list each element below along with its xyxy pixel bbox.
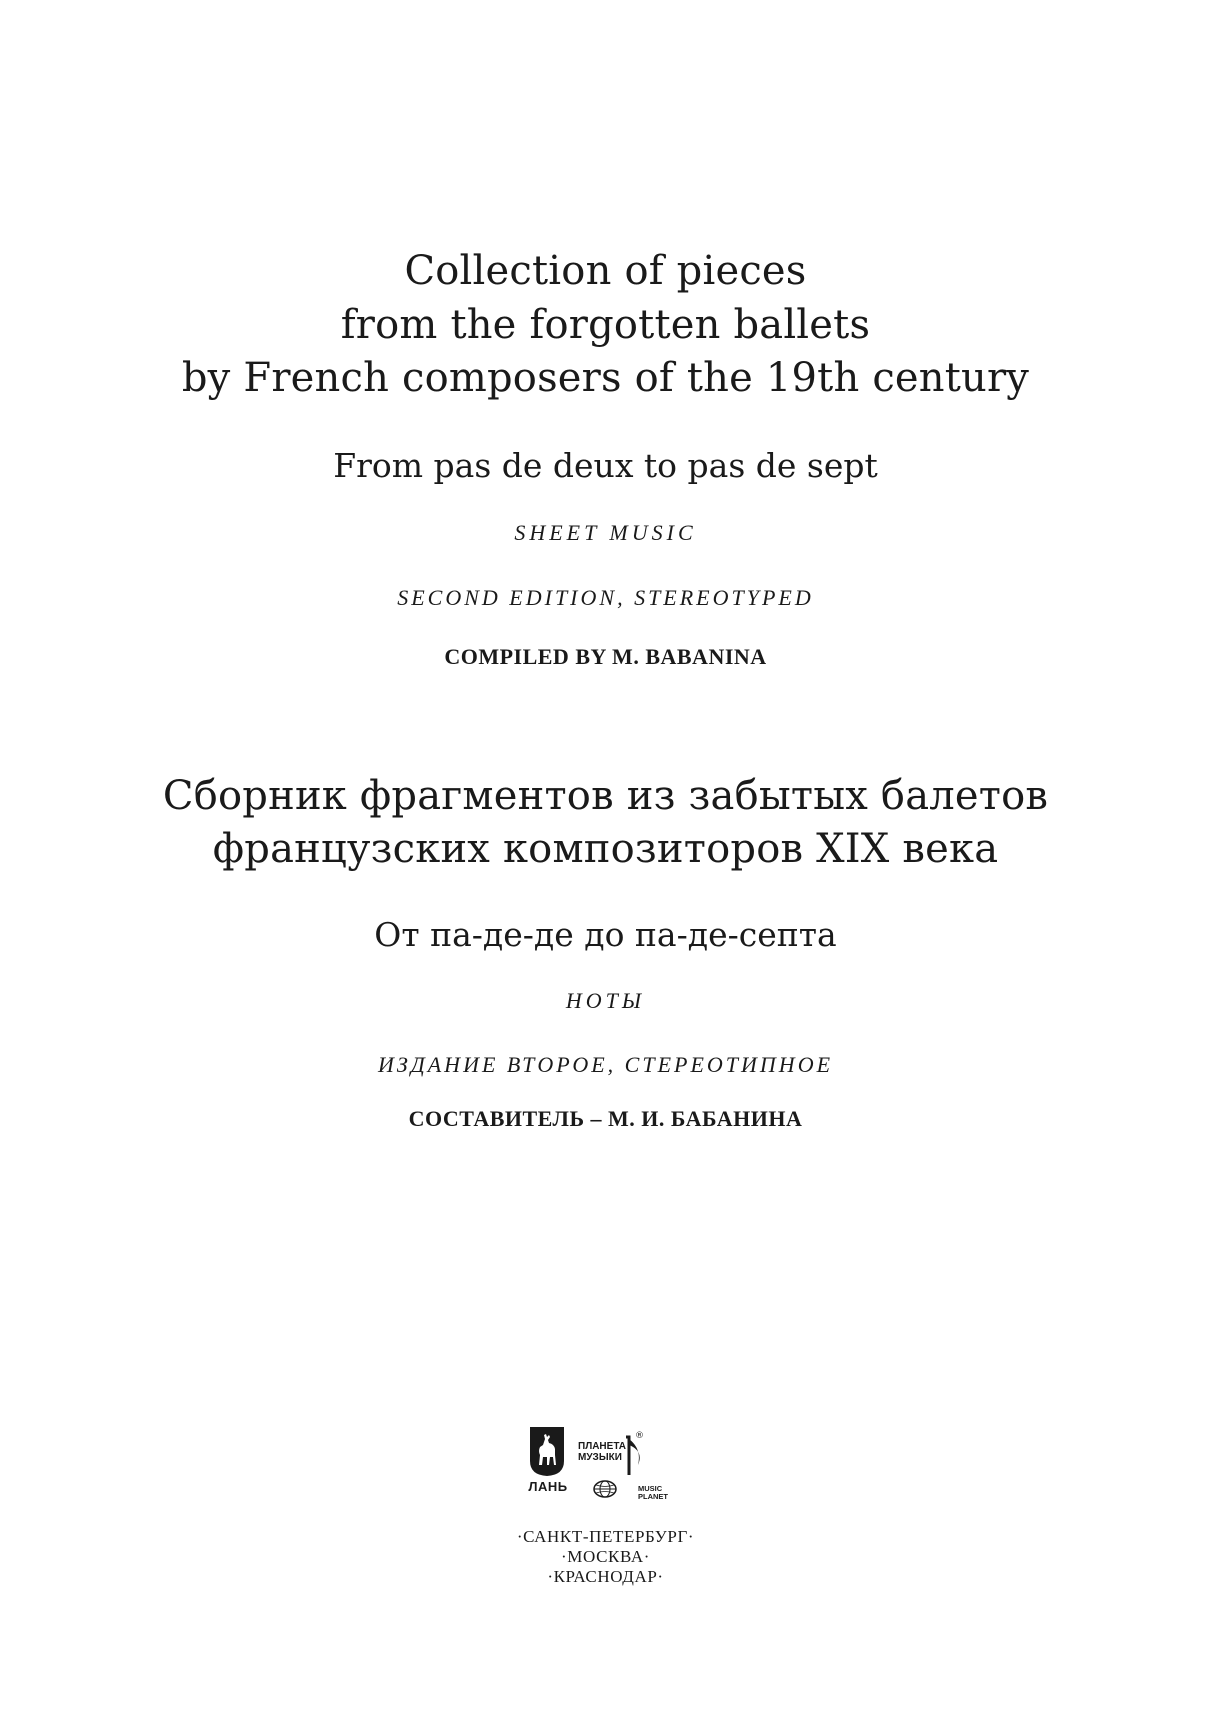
russian-genre: НОТЫ [565, 988, 646, 1013]
city-saint-petersburg: ·САНКТ-ПЕТЕРБУРГ· [516, 1527, 695, 1546]
russian-compiler: СОСТАВИТЕЛЬ – М. И. БАБАНИНА [408, 1106, 803, 1131]
city-moscow: ·МОСКВА· [561, 1547, 650, 1566]
english-title-line-3: by French composers of the 19th century [181, 355, 1030, 401]
english-genre: SHEET MUSIC [514, 520, 697, 545]
publisher-logo [520, 1425, 680, 1520]
registered-mark: ® [635, 1431, 644, 1441]
music-planet-line-2: PLANET [638, 1492, 668, 1501]
music-planet-line-1: MUSIC [638, 1484, 663, 1493]
russian-subtitle: От па-де-де до па-де-септа [374, 915, 837, 954]
english-edition: SECOND EDITION, STEREOTYPED [397, 585, 814, 610]
planeta-muzyki-text [578, 1441, 626, 1463]
english-compiler: COMPILED BY M. BABANINA [444, 644, 767, 669]
english-title-line-1: Collection of pieces [404, 248, 807, 294]
music-planet-text [638, 1485, 668, 1501]
lan-logo-text: ЛАНЬ [528, 1479, 568, 1494]
english-title-line-2: from the forgotten ballets [340, 302, 871, 348]
globe-icon [592, 1479, 618, 1499]
russian-title-line-1: Сборник фрагментов из забытых балетов [162, 773, 1049, 819]
english-subtitle: From pas de deux to pas de sept [333, 446, 878, 485]
lan-deer-icon [528, 1425, 566, 1477]
planeta-line-2: МУЗЫКИ [578, 1452, 622, 1463]
russian-title-line-2: французских композиторов XIX века [212, 826, 999, 872]
city-krasnodar: ·КРАСНОДАР· [547, 1567, 664, 1586]
russian-edition: ИЗДАНИЕ ВТОРОЕ, СТЕРЕОТИПНОЕ [377, 1052, 834, 1077]
planeta-line-1: ПЛАНЕТА [578, 1441, 627, 1452]
